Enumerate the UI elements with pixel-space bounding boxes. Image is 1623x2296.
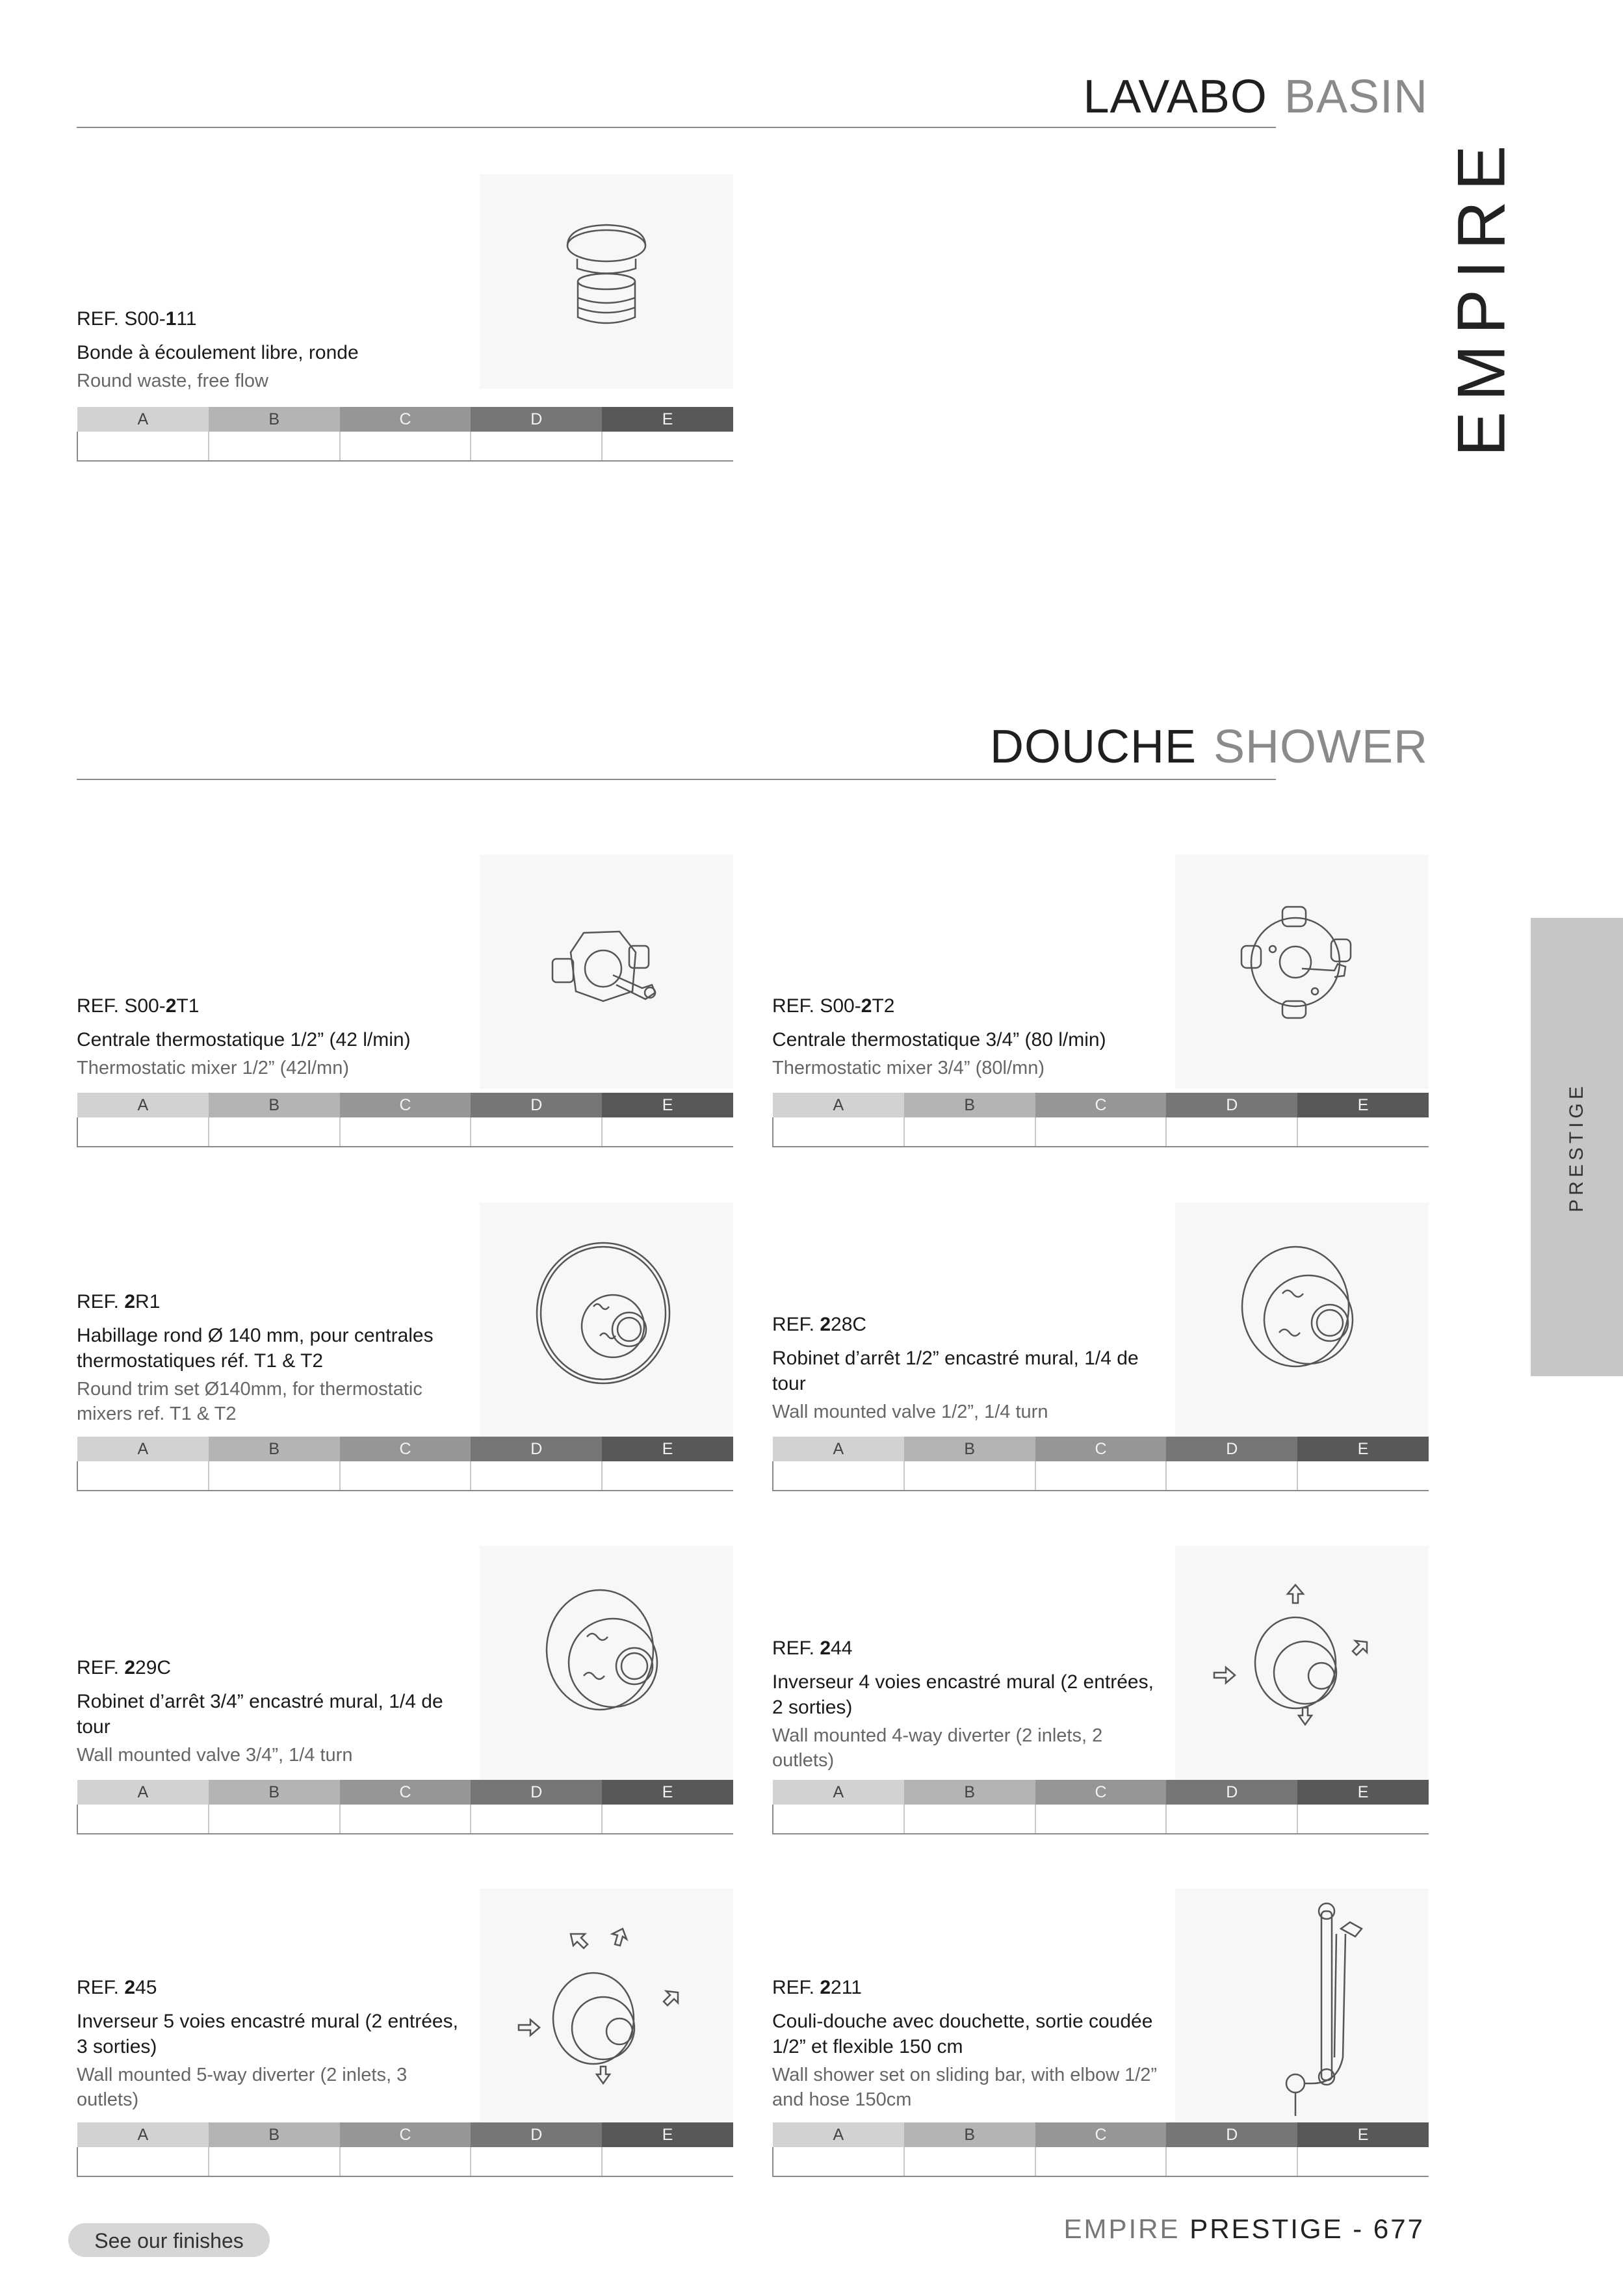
product-card (772, 1203, 1429, 1502)
finish-cell (602, 432, 733, 461)
finish-e[interactable]: E (602, 2122, 733, 2147)
finish-b[interactable]: B (209, 1093, 340, 1117)
section-title-fr: LAVABO (1083, 71, 1267, 123)
finish-d[interactable]: D (471, 1437, 602, 1461)
finish-table (772, 1780, 1429, 1834)
product-text (772, 1313, 1162, 1425)
finish-cell (340, 432, 471, 461)
section-divider (77, 779, 1276, 780)
product-text (77, 1656, 467, 1768)
finish-c[interactable]: C (340, 1437, 471, 1461)
finish-c[interactable]: C (1035, 1437, 1167, 1461)
product-desc-en: Round waste, free flow (77, 371, 268, 391)
product-desc-fr: Robinet d’arrêt 1/2” encastré mural, 1/4 de tour (772, 1348, 1139, 1394)
finish-cell (209, 1117, 340, 1147)
thermostatic-mixer-large-icon (1175, 855, 1429, 1089)
finish-cell (773, 2147, 904, 2176)
finish-a[interactable]: A (773, 1093, 904, 1117)
ref-bold: 1 (165, 308, 177, 330)
finish-c[interactable]: C (340, 407, 471, 432)
finish-d[interactable]: D (1166, 1437, 1297, 1461)
product-desc-fr: Bonde à écoulement libre, ronde (77, 342, 359, 363)
ref-prefix: REF. (772, 1314, 820, 1335)
finish-cell (209, 1461, 340, 1491)
finish-cell (1035, 1805, 1167, 1834)
product-image (480, 1546, 733, 1780)
finish-b[interactable]: B (209, 407, 340, 432)
five-way-diverter-icon (480, 1888, 733, 2122)
product-text (77, 995, 467, 1081)
finish-cell (1297, 1805, 1429, 1834)
product-text (772, 995, 1162, 1081)
product-card (77, 1888, 733, 2187)
product-card (772, 1546, 1429, 1845)
ref-prefix: REF. S00- (77, 995, 166, 1017)
finish-a[interactable]: A (77, 2122, 209, 2147)
ref-prefix: REF. (77, 1977, 125, 1998)
finish-cell (471, 1461, 602, 1491)
section-title-en: SHOWER (1214, 721, 1428, 773)
product-text (77, 307, 467, 394)
finish-cell (471, 1117, 602, 1147)
side-tab-prestige[interactable] (1531, 918, 1623, 1376)
finish-b[interactable]: B (904, 1437, 1035, 1461)
finish-cell (602, 1805, 733, 1834)
product-text (77, 1976, 467, 2112)
product-image (480, 1888, 733, 2122)
finish-cell (1297, 1461, 1429, 1491)
shower-bar-icon (1175, 1888, 1429, 2122)
four-way-diverter-icon (1175, 1546, 1429, 1780)
ref-bold: 2 (820, 1637, 831, 1659)
finish-table (77, 2122, 733, 2177)
ref-suffix: 211 (831, 1977, 862, 1998)
product-card (77, 174, 733, 467)
finish-table (772, 1437, 1429, 1491)
finish-cell (904, 1461, 1035, 1491)
finish-cell (602, 1117, 733, 1147)
finish-d[interactable]: D (1166, 1093, 1297, 1117)
product-card (772, 855, 1429, 1154)
finish-a[interactable]: A (77, 1780, 209, 1805)
product-card (77, 1546, 733, 1845)
product-desc-en: Wall shower set on sliding bar, with elbow 1/2” and hose 150cm (772, 2065, 1158, 2110)
finish-c[interactable]: C (340, 2122, 471, 2147)
finish-table (77, 1780, 733, 1834)
finish-cell (340, 2147, 471, 2176)
product-desc-fr: Centrale thermostatique 1/2” (42 l/min) (77, 1029, 411, 1050)
product-ref (772, 995, 1162, 1018)
product-image (480, 1203, 733, 1437)
finish-cell (773, 1117, 904, 1147)
finish-b[interactable]: B (209, 1780, 340, 1805)
product-desc-fr: Couli-douche avec douchette, sortie coudée 1/2” et flexible 150 cm (772, 2011, 1153, 2057)
product-image (480, 855, 733, 1089)
finish-cell (602, 2147, 733, 2176)
finish-cell (77, 1461, 209, 1491)
finish-cell (1035, 1117, 1167, 1147)
footer-brand: EMPIRE (1063, 2213, 1180, 2244)
ref-bold: 2 (820, 1314, 831, 1335)
finish-e[interactable]: E (1297, 1093, 1429, 1117)
ref-suffix: T2 (872, 995, 895, 1017)
wall-valve-icon (480, 1546, 733, 1780)
finish-a[interactable]: A (773, 2122, 904, 2147)
ref-suffix: 45 (135, 1977, 157, 1998)
finish-b[interactable]: B (904, 2122, 1035, 2147)
finish-cell (1035, 2147, 1167, 2176)
finish-d[interactable]: D (1166, 1780, 1297, 1805)
product-text (772, 1976, 1162, 2112)
product-desc-fr: Habillage rond Ø 140 mm, pour centrales thermostatiques réf. T1 & T2 (77, 1325, 434, 1372)
product-text (77, 1290, 467, 1426)
finish-cell (77, 1805, 209, 1834)
product-card (77, 1203, 733, 1502)
product-desc-en: Wall mounted 4-way diverter (2 inlets, 2 outlets) (772, 1725, 1103, 1771)
product-desc-fr: Inverseur 5 voies encastré mural (2 entrées, 3 sorties) (77, 2011, 458, 2057)
ref-prefix: REF. (772, 1977, 820, 1998)
finish-cell (340, 1117, 471, 1147)
finish-c[interactable]: C (340, 1780, 471, 1805)
finish-b[interactable]: B (209, 2122, 340, 2147)
finish-table (772, 1093, 1429, 1147)
section-title-fr: DOUCHE (989, 721, 1197, 773)
ref-bold: 2 (124, 1977, 136, 1998)
product-desc-fr: Inverseur 4 voies encastré mural (2 entrées, 2 sorties) (772, 1671, 1154, 1718)
product-desc-en: Round trim set Ø140mm, for thermostatic mixers ref. T1 & T2 (77, 1379, 422, 1424)
ref-bold: 2 (165, 995, 177, 1017)
finish-a[interactable]: A (77, 1093, 209, 1117)
finish-a[interactable]: A (77, 1437, 209, 1461)
finish-table (77, 1093, 733, 1147)
ref-bold: 2 (861, 995, 872, 1017)
finish-e[interactable]: E (602, 1780, 733, 1805)
ref-prefix: REF. (772, 1637, 820, 1659)
page-number: - 677 (1353, 2213, 1425, 2244)
product-ref (77, 1976, 467, 2000)
ref-suffix: R1 (135, 1291, 161, 1312)
ref-prefix: REF. (77, 1291, 125, 1312)
finish-cell (340, 1805, 471, 1834)
product-ref (772, 1976, 1162, 2000)
finish-e[interactable]: E (602, 1093, 733, 1117)
finish-cell (77, 432, 209, 461)
finish-b[interactable]: B (209, 1437, 340, 1461)
finish-d[interactable]: D (471, 2122, 602, 2147)
product-desc-en: Wall mounted valve 1/2”, 1/4 turn (772, 1402, 1048, 1422)
finish-cell (209, 1805, 340, 1834)
finish-e[interactable]: E (602, 1437, 733, 1461)
ref-suffix: 44 (831, 1637, 853, 1659)
finish-cell (904, 1117, 1035, 1147)
ref-prefix: REF. S00- (77, 308, 166, 330)
finish-a[interactable]: A (773, 1780, 904, 1805)
product-ref (77, 1290, 467, 1314)
product-image (1175, 1888, 1429, 2122)
product-text (772, 1637, 1162, 1773)
wall-valve-icon (1175, 1203, 1429, 1437)
finish-c[interactable]: C (340, 1093, 471, 1117)
see-finishes-button[interactable]: See our finishes (68, 2223, 270, 2257)
product-ref (77, 995, 467, 1018)
finish-e[interactable]: E (1297, 1437, 1429, 1461)
round-trim-icon (480, 1203, 733, 1437)
product-desc-en: Thermostatic mixer 3/4” (80l/mn) (772, 1058, 1045, 1078)
finish-d[interactable]: D (471, 407, 602, 432)
finish-table (772, 2122, 1429, 2177)
finish-a[interactable]: A (77, 407, 209, 432)
section-title-shower (990, 720, 1428, 774)
product-image (1175, 1546, 1429, 1780)
finish-cell (773, 1805, 904, 1834)
finish-cell (1297, 2147, 1429, 2176)
product-card (772, 1888, 1429, 2187)
product-desc-en: Thermostatic mixer 1/2” (42l/mn) (77, 1058, 349, 1078)
finish-c[interactable]: C (1035, 1093, 1167, 1117)
product-desc-en: Wall mounted valve 3/4”, 1/4 turn (77, 1745, 353, 1766)
product-card (77, 855, 733, 1154)
ref-suffix: 29C (135, 1657, 172, 1678)
finish-cell (1166, 1117, 1297, 1147)
side-tab-label: PRESTIGE (1566, 1082, 1587, 1212)
finish-b[interactable]: B (904, 1780, 1035, 1805)
round-waste-icon (480, 174, 733, 389)
finish-cell (602, 1461, 733, 1491)
finish-cell (471, 1805, 602, 1834)
product-image (480, 174, 733, 389)
finish-d[interactable]: D (471, 1780, 602, 1805)
section-divider (77, 127, 1276, 128)
finish-a[interactable]: A (773, 1437, 904, 1461)
finish-e[interactable]: E (1297, 2122, 1429, 2147)
ref-prefix: REF. S00- (772, 995, 861, 1017)
product-ref (77, 1656, 467, 1680)
page-footer (1064, 2213, 1425, 2245)
product-desc-en: Wall mounted 5-way diverter (2 inlets, 3 outlets) (77, 2065, 408, 2110)
brand-vertical-text: EMPIRE (1444, 135, 1520, 457)
section-title-en: BASIN (1284, 71, 1428, 123)
ref-bold: 2 (820, 1977, 831, 1998)
finish-cell (1297, 1117, 1429, 1147)
finish-cell (471, 432, 602, 461)
finish-table (77, 1437, 733, 1491)
ref-prefix: REF. (77, 1657, 125, 1678)
finish-cell (1166, 1461, 1297, 1491)
finish-cell (77, 2147, 209, 2176)
finish-cell (340, 1461, 471, 1491)
finish-e[interactable]: E (602, 407, 733, 432)
ref-bold: 2 (124, 1291, 136, 1312)
finish-cell (1166, 2147, 1297, 2176)
finish-cell (209, 432, 340, 461)
finish-cell (1035, 1461, 1167, 1491)
finish-d[interactable]: D (1166, 2122, 1297, 2147)
finish-e[interactable]: E (1297, 1780, 1429, 1805)
brand-vertical (1440, 135, 1524, 457)
product-ref (772, 1313, 1162, 1337)
finish-c[interactable]: C (1035, 1780, 1167, 1805)
finish-cell (209, 2147, 340, 2176)
thermostatic-mixer-icon (480, 855, 733, 1089)
footer-line: PRESTIGE (1189, 2213, 1344, 2244)
ref-bold: 2 (124, 1657, 136, 1678)
finish-b[interactable]: B (904, 1093, 1035, 1117)
product-image (1175, 855, 1429, 1089)
finish-c[interactable]: C (1035, 2122, 1167, 2147)
finish-cell (471, 2147, 602, 2176)
finish-table (77, 407, 733, 462)
finish-cell (904, 2147, 1035, 2176)
finish-cell (1166, 1805, 1297, 1834)
product-image (1175, 1203, 1429, 1437)
product-desc-fr: Robinet d’arrêt 3/4” encastré mural, 1/4 de tour (77, 1691, 443, 1738)
finish-cell (904, 1805, 1035, 1834)
ref-suffix: 28C (831, 1314, 867, 1335)
section-title-basin (1083, 70, 1428, 124)
ref-suffix: 11 (176, 308, 197, 330)
product-ref (77, 307, 467, 331)
product-desc-fr: Centrale thermostatique 3/4” (80 l/min) (772, 1029, 1106, 1050)
product-ref (772, 1637, 1162, 1660)
ref-suffix: T1 (176, 995, 200, 1017)
finish-cell (77, 1117, 209, 1147)
finish-d[interactable]: D (471, 1093, 602, 1117)
finish-cell (773, 1461, 904, 1491)
